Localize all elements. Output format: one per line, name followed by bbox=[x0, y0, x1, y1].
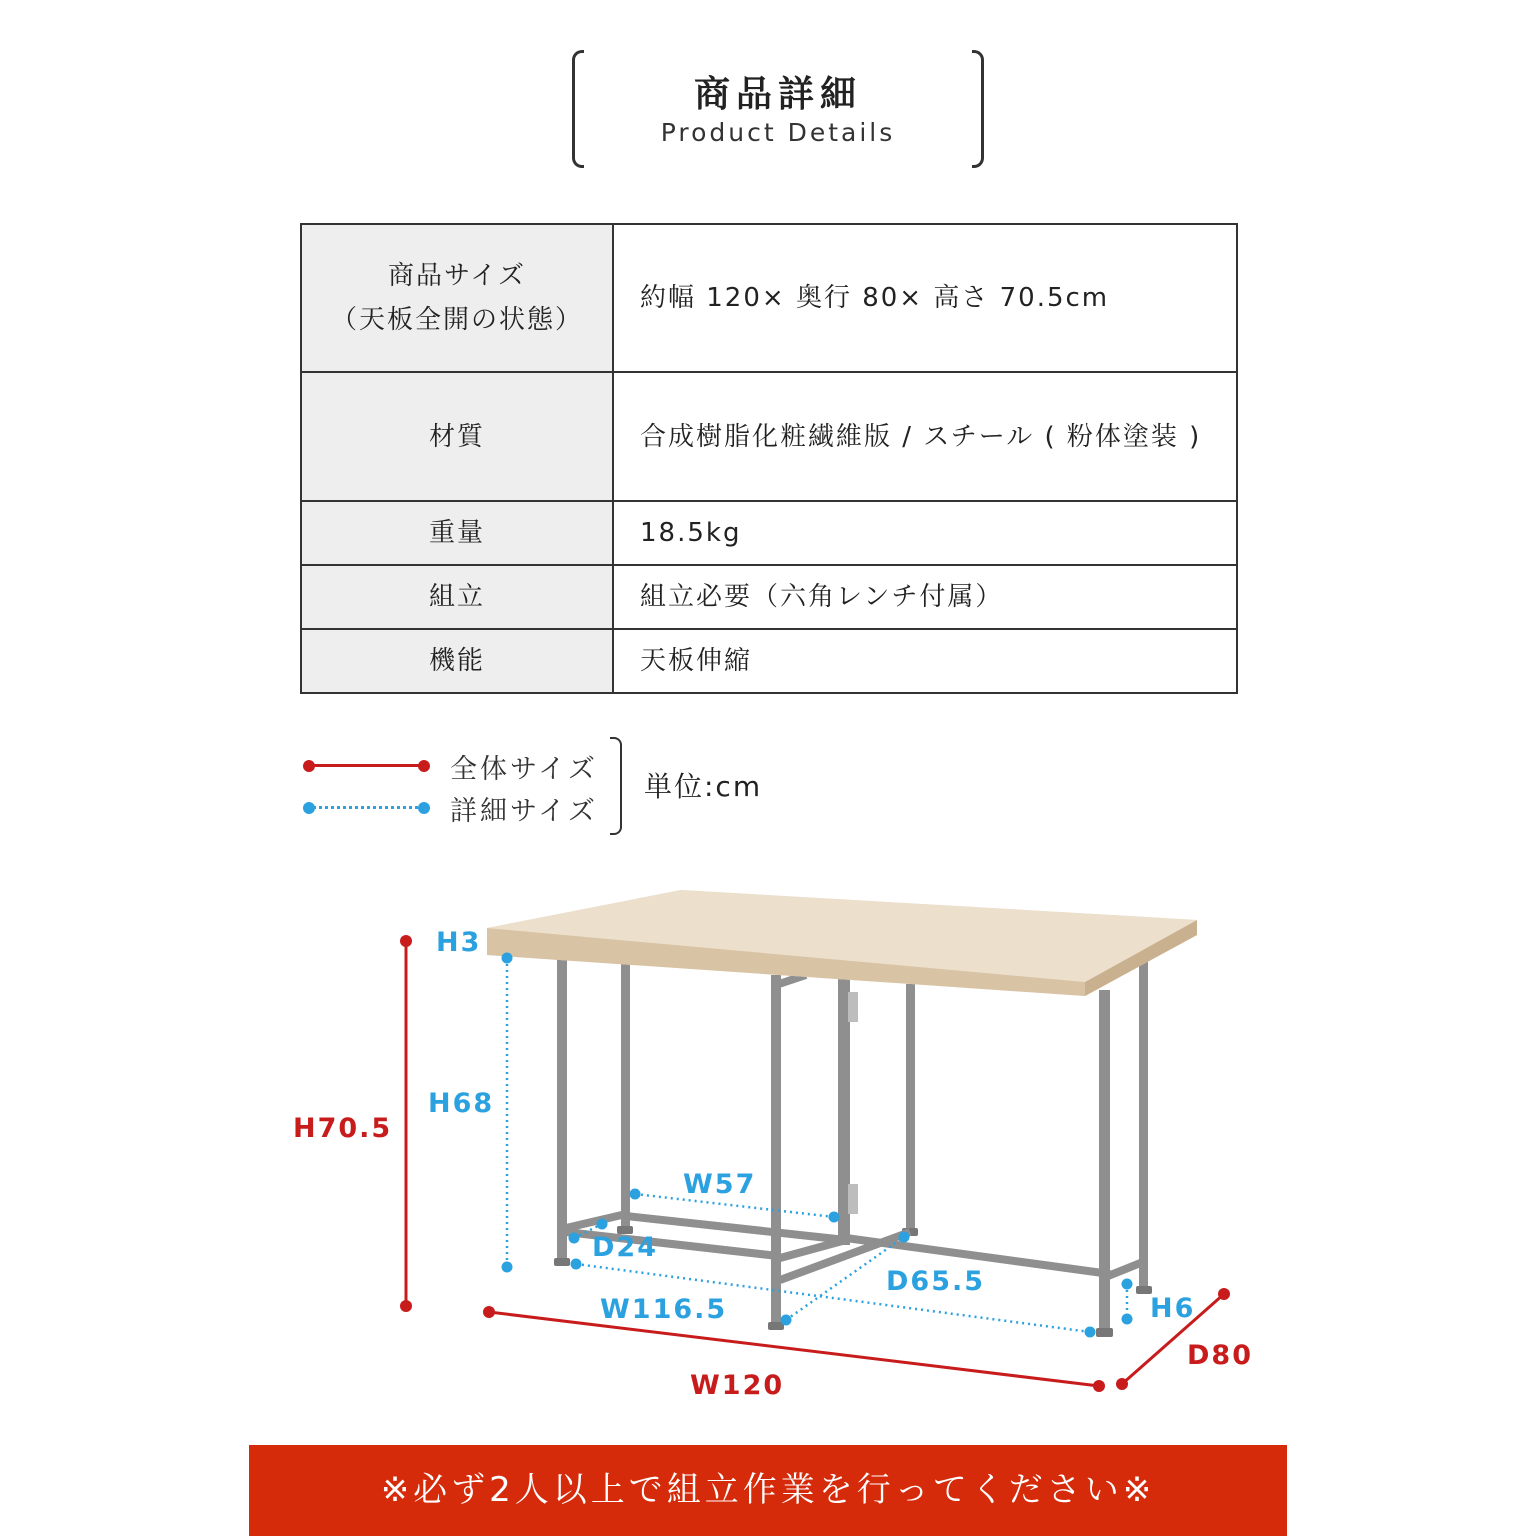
spec-row-assembly bbox=[301, 565, 1237, 629]
detail-dimension-dots bbox=[502, 953, 1133, 1338]
table-dimension-diagram bbox=[0, 870, 1536, 1430]
detail-size-dot bbox=[418, 802, 430, 814]
foot-height-label: H6 bbox=[1150, 1293, 1196, 1324]
spec-row-material bbox=[301, 372, 1237, 501]
right-bracket bbox=[972, 50, 984, 168]
top-thickness-label: H3 bbox=[436, 927, 482, 958]
spec-value: 合成樹脂化粧繊維版 / スチール ( 粉体塗装 ) bbox=[613, 372, 1237, 501]
spec-table bbox=[300, 223, 1238, 694]
legend-brace bbox=[610, 737, 622, 835]
total-size-dot bbox=[303, 760, 315, 772]
spec-label: 組立 bbox=[301, 565, 613, 629]
spec-row-function bbox=[301, 629, 1237, 693]
detail-dimension-lines bbox=[507, 958, 1127, 1332]
spec-label: 重量 bbox=[301, 501, 613, 565]
detail-size-dot bbox=[303, 802, 315, 814]
section-subtitle: Product Details bbox=[660, 118, 896, 147]
total-height-label: H70.5 bbox=[293, 1113, 393, 1144]
total-size-dot bbox=[418, 760, 430, 772]
dimension-legend bbox=[300, 735, 780, 835]
spec-value: 約幅 120× 奥行 80× 高さ 70.5cm bbox=[613, 224, 1237, 372]
assembly-warning-banner: ※必ず2人以上で組立作業を行ってください※ bbox=[249, 1445, 1287, 1536]
spec-row-weight bbox=[301, 501, 1237, 565]
frame-depth-label: D65.5 bbox=[886, 1266, 986, 1297]
inner-width-label: W57 bbox=[683, 1169, 757, 1200]
detail-size-label: 詳細サイズ bbox=[450, 796, 598, 827]
spec-label: 材質 bbox=[301, 372, 613, 501]
section-header bbox=[572, 50, 984, 168]
spec-value: 天板伸縮 bbox=[613, 629, 1237, 693]
leg-height-label: H68 bbox=[428, 1088, 495, 1119]
unit-label: 単位:cm bbox=[644, 770, 763, 803]
section-title: 商品詳細 bbox=[693, 74, 862, 115]
spec-label: 機能 bbox=[301, 629, 613, 693]
table-illustration bbox=[487, 890, 1197, 1337]
total-depth-label: D80 bbox=[1187, 1340, 1253, 1371]
total-width-label: W120 bbox=[690, 1370, 785, 1401]
spec-row-size bbox=[301, 224, 1237, 372]
detail-size-line bbox=[308, 806, 424, 809]
inner-depth-label: D24 bbox=[592, 1232, 658, 1263]
total-size-line bbox=[308, 764, 424, 767]
spec-label: 商品サイズ （天板全開の状態） bbox=[301, 224, 613, 372]
spec-value: 組立必要（六角レンチ付属） bbox=[613, 565, 1237, 629]
frame-width-label: W116.5 bbox=[600, 1294, 728, 1325]
spec-value: 18.5kg bbox=[613, 501, 1237, 565]
total-size-label: 全体サイズ bbox=[450, 754, 598, 785]
